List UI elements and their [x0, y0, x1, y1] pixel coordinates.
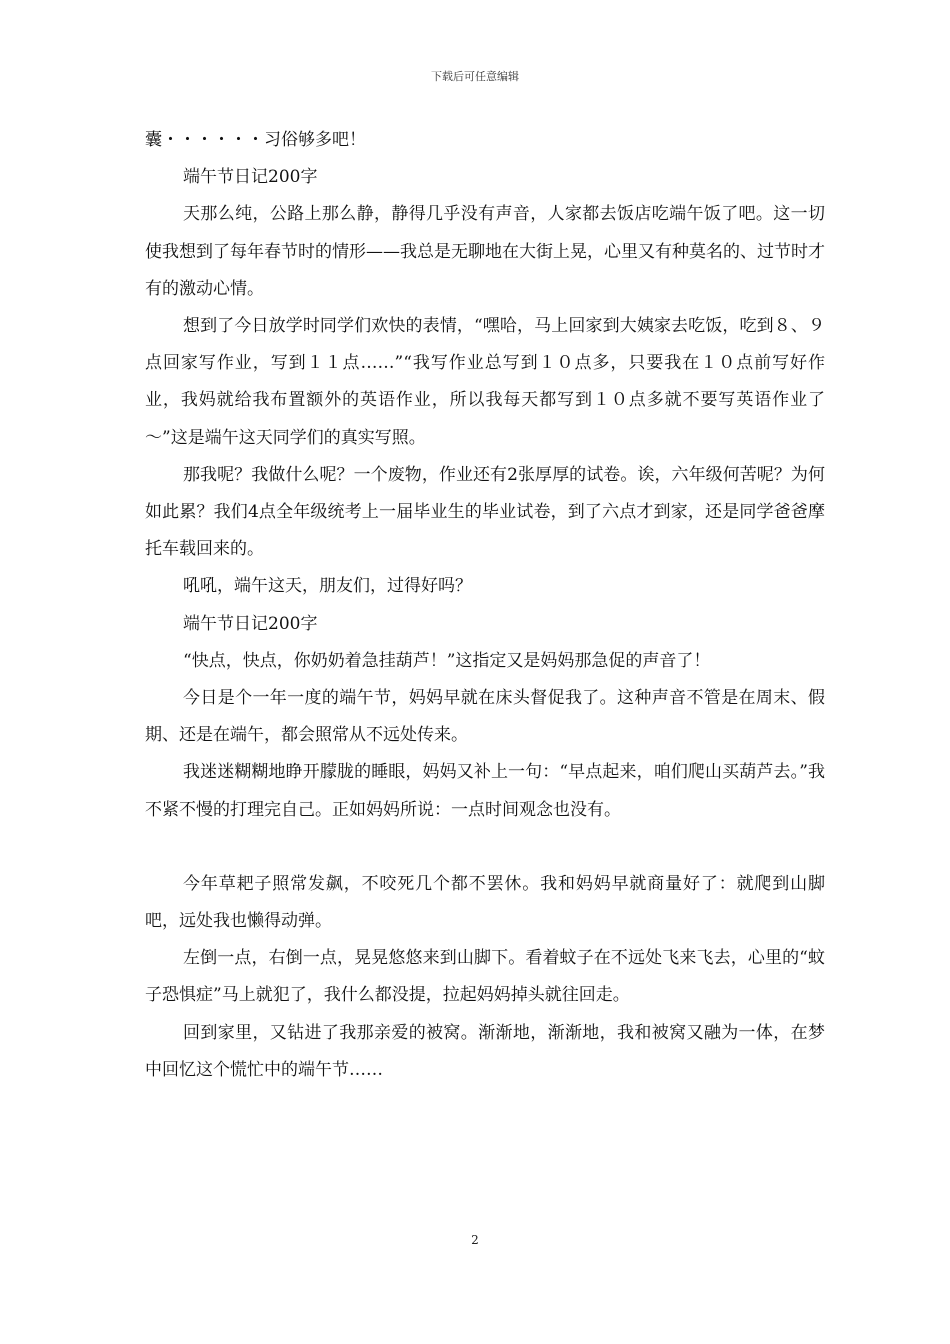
- paragraph: 回到家里，又钻进了我那亲爱的被窝。渐渐地，渐渐地，我和被窝又融为一体，在梦中回忆这个慌忙中的端午节……: [145, 1022, 825, 1080]
- page-header: 下载后可任意编辑: [431, 70, 519, 83]
- paragraph: 那我呢？我做什么呢？一个废物，作业还有2张厚厚的试卷。诶，六年级何苦呢？为何如此累？我们4点全年级统考上一届毕业生的毕业试卷，到了六点才到家，还是同学爸爸摩托车载回来的。: [145, 464, 825, 560]
- paragraph: 左倒一点，右倒一点，晃晃悠悠来到山脚下。看着蚊子在不远处飞来飞去，心里的“蚊子恐惧症”马上就犯了，我什么都没提，拉起妈妈掉头就往回走。: [145, 948, 825, 1006]
- blank-line: [145, 829, 825, 866]
- paragraph: 想到了今日放学时同学们欢快的表情，“嘿哈，马上回家到大姨家去吃饭，吃到８、９点回家写作业，写到１１点……”“我写作业总写到１０点多，只要我在１０点前写好作业，我妈就给我布置额外的英语作业，所以我每天都写到１０点多就不要写英语作业了～”这是端午这天同学们的真实写照。: [145, 316, 825, 448]
- section-title: 端午节日记200字: [183, 167, 318, 188]
- paragraph: 今日是个一年一度的端午节，妈妈早就在床头督促我了。这种声音不管是在周末、假期、还是在端午，都会照常从不远处传来。: [145, 688, 825, 746]
- page-number: 2: [471, 1233, 479, 1247]
- section-title: 端午节日记200字: [183, 613, 318, 634]
- paragraph: 天那么纯，公路上那么静，静得几乎没有声音，人家都去饭店吃端午饭了吧。这一切使我想到了每年春节时的情形——我总是无聊地在大街上晃，心里又有种莫名的、过节时才有的激动心情。: [145, 204, 825, 299]
- document-body: [145, 122, 825, 1089]
- paragraph: “快点，快点，你奶奶着急挂葫芦！”这指定又是妈妈那急促的声音了！: [183, 650, 711, 671]
- paragraph: 我迷迷糊糊地睁开朦胧的睡眼，妈妈又补上一句：“早点起来，咱们爬山买葫芦去。”我不紧不慢的打理完自己。正如妈妈所说：一点时间观念也没有。: [145, 762, 825, 820]
- paragraph: 今年草耙子照常发飙，不咬死几个都不罢休。我和妈妈早就商量好了：就爬到山脚吧，远处我也懒得动弹。: [145, 873, 825, 932]
- paragraph: 吼吼，端午这天，朋友们，过得好吗？: [183, 576, 472, 597]
- paragraph-continuation: 囊・・・・・・习俗够多吧！: [145, 130, 366, 150]
